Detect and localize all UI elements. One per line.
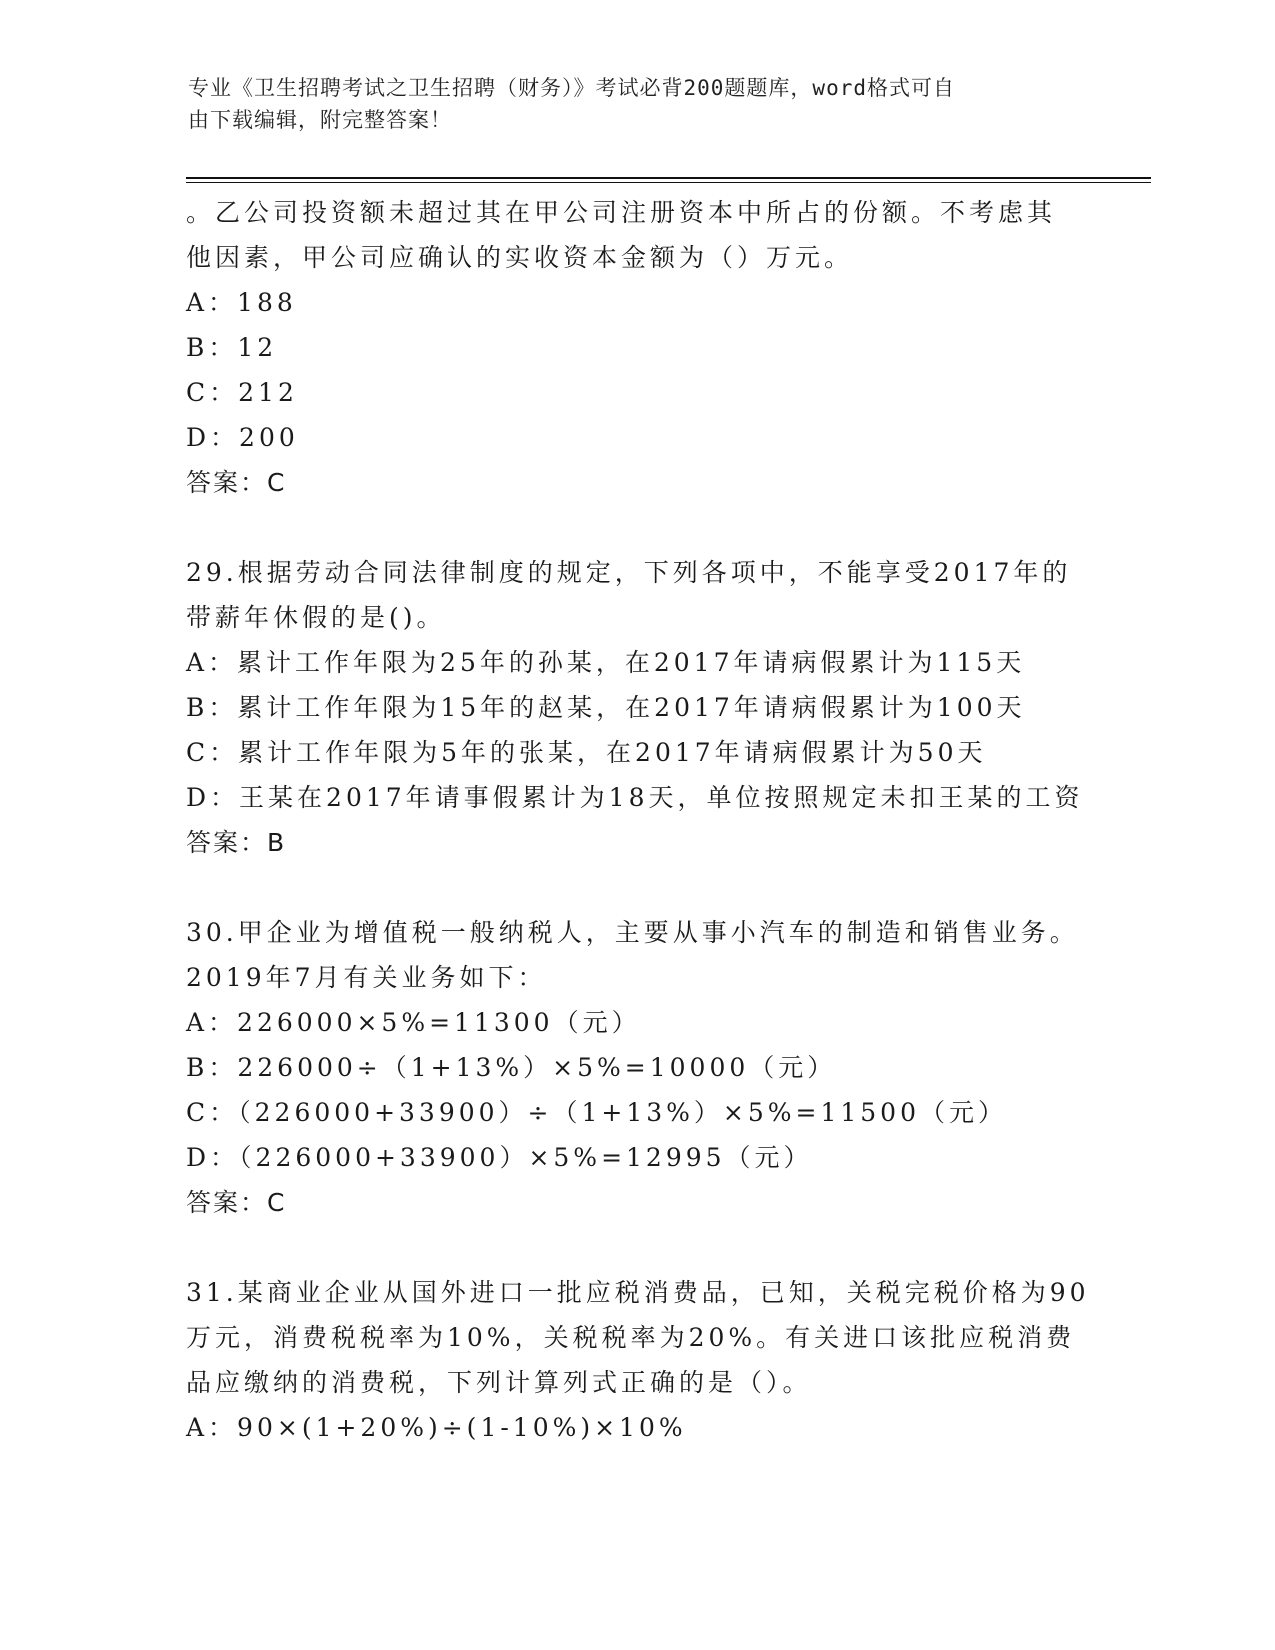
option-b: B：12: [186, 333, 278, 362]
option-a: A：90×(1+20%)÷(1-10%)×10%: [186, 1413, 687, 1442]
option-a: A：226000×5%=11300（元）: [186, 1008, 641, 1037]
option-a: A：188: [186, 288, 297, 317]
question-stem: 万元，消费税税率为10%，关税税率为20%。有关进口该批应税消费: [186, 1323, 1076, 1352]
option-c: C：累计工作年限为5年的张某，在2017年请病假累计为50天: [186, 738, 987, 767]
question-stem: 品应缴纳的消费税，下列计算列式正确的是（）。: [186, 1368, 812, 1397]
question-28: [186, 190, 1086, 505]
option-c: C：（226000+33900）÷（1+13%）×5%=11500（元）: [186, 1098, 1007, 1127]
question-stem: 。乙公司投资额未超过其在甲公司注册资本中所占的份额。不考虑其: [186, 198, 1057, 227]
header-divider-thin: [186, 182, 1151, 183]
answer: 答案：B: [186, 828, 287, 857]
question-stem: 他因素，甲公司应确认的实收资本金额为（）万元。: [186, 243, 854, 272]
question-stem: 31.某商业企业从国外进口一批应税消费品，已知，关税完税价格为90: [186, 1278, 1090, 1307]
header-line-1: 专业《卫生招聘考试之卫生招聘（财务）》考试必背200题题库，word格式可自: [188, 76, 955, 100]
question-30: [186, 910, 1086, 1225]
question-31: [186, 1270, 1090, 1450]
option-d: D：200: [186, 423, 299, 452]
question-29: [186, 550, 1086, 865]
document-header: [188, 72, 1068, 136]
option-c: C：212: [186, 378, 298, 407]
question-stem: 2019年7月有关业务如下：: [186, 963, 547, 992]
header-line-2: 由下载编辑，附完整答案！: [188, 108, 452, 132]
question-stem: 30.甲企业为增值税一般纳税人，主要从事小汽车的制造和销售业务。: [186, 918, 1079, 947]
option-d: D：王某在2017年请事假累计为18天，单位按照规定未扣王某的工资: [186, 783, 1084, 812]
spacer: [186, 1225, 1086, 1270]
option-b: B：累计工作年限为15年的赵某，在2017年请病假累计为100天: [186, 693, 1026, 722]
spacer: [186, 505, 1086, 550]
question-stem: 带薪年休假的是()。: [186, 603, 446, 632]
spacer: [186, 865, 1086, 910]
option-d: D：（226000+33900）×5%=12995（元）: [186, 1143, 813, 1172]
option-a: A：累计工作年限为25年的孙某，在2017年请病假累计为115天: [186, 648, 1026, 677]
answer: 答案：C: [186, 468, 287, 497]
header-divider-thick: [186, 177, 1151, 179]
document-body: [186, 190, 1090, 1450]
question-stem: 29.根据劳动合同法律制度的规定，下列各项中，不能享受2017年的: [186, 558, 1072, 587]
answer: 答案：C: [186, 1188, 287, 1217]
option-b: B：226000÷（1+13%）×5%=10000（元）: [186, 1053, 837, 1082]
